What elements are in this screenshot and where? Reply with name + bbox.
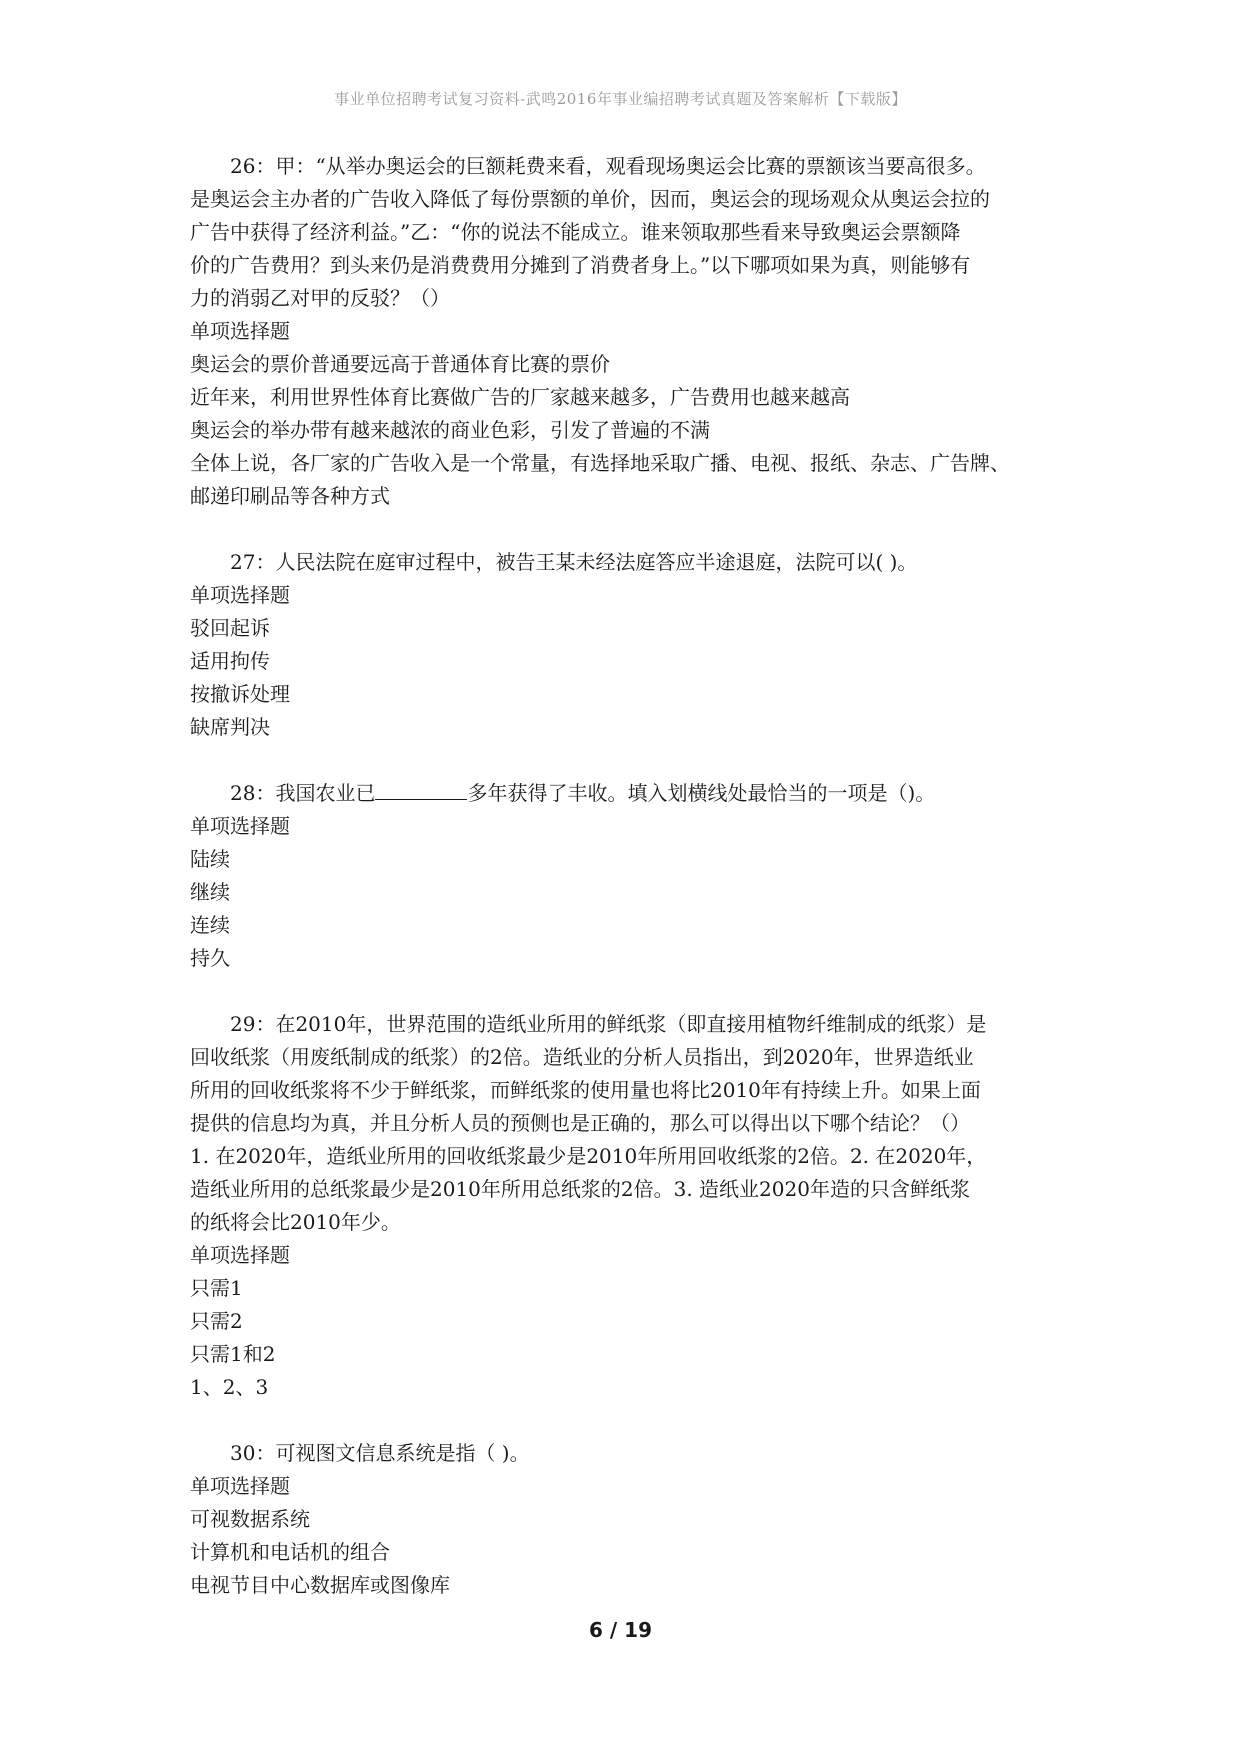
- question-stem-line: 26：甲：“从举办奥运会的巨额耗费来看，观看现场奥运会比赛的票额该当要高很多。: [230, 154, 986, 178]
- answer-option: 奥运会的票价普通要远高于普通体育比赛的票价: [190, 352, 610, 376]
- question-stem-line: 1. 在2020年，造纸业所用的回收纸浆最少是2010年所用回收纸浆的2倍。2. 在2020年，: [190, 1144, 987, 1168]
- question-type-label: 单项选择题: [190, 319, 290, 343]
- answer-option: 计算机和电话机的组合: [190, 1540, 390, 1564]
- answer-option: 驳回起诉: [190, 616, 270, 640]
- question-30: [190, 1437, 1070, 1602]
- question-type-label: 单项选择题: [190, 583, 290, 607]
- answer-option: 持久: [190, 946, 230, 970]
- answer-option: 连续: [190, 913, 230, 937]
- page-number: 6 / 19: [589, 1618, 652, 1642]
- question-stem-line: 29：在2010年，世界范围的造纸业所用的鲜纸浆（即直接用植物纤维制成的纸浆）是: [230, 1012, 987, 1036]
- answer-option: 适用拘传: [190, 649, 270, 673]
- question-stem-line: 的纸将会比2010年少。: [190, 1210, 401, 1234]
- answer-option: 缺席判决: [190, 715, 270, 739]
- answer-option: 近年来，利用世界性体育比赛做广告的厂家越来越多，广告费用也越来越高: [190, 385, 850, 409]
- answer-option: 1、2、3: [190, 1375, 269, 1399]
- question-26: [190, 150, 1070, 513]
- question-type-label: 单项选择题: [190, 814, 290, 838]
- question-type-label: 单项选择题: [190, 1474, 290, 1498]
- question-type-label: 单项选择题: [190, 1243, 290, 1267]
- question-stem-line: 力的消弱乙对甲的反驳？（）: [190, 286, 450, 310]
- question-stem-line: 27：人民法院在庭审过程中，被告王某未经法庭答应半途退庭，法院可以( )。: [230, 550, 918, 574]
- fill-in-blank-line: [375, 779, 467, 800]
- answer-option: 邮递印刷品等各种方式: [190, 484, 390, 508]
- question-stem-line: 所用的回收纸浆将不少于鲜纸浆，而鲜纸浆的使用量也将比2010年有持续上升。如果上面: [190, 1078, 981, 1102]
- question-29: [190, 1008, 1070, 1404]
- question-stem-line: [190, 777, 1070, 810]
- question-stem-line: 回收纸浆（用废纸制成的纸浆）的2倍。造纸业的分析人员指出，到2020年，世界造纸业: [190, 1045, 974, 1069]
- answer-option: 只需1和2: [190, 1342, 276, 1366]
- answer-option: 继续: [190, 880, 230, 904]
- question-stem-line: 是奥运会主办者的广告收入降低了每份票额的单价，因而，奥运会的现场观众从奥运会拉的: [190, 187, 990, 211]
- stem-text-before-blank: 28：我国农业已: [230, 781, 376, 805]
- question-stem-line: 价的广告费用？到头来仍是消费费用分摊到了消费者身上。”以下哪项如果为真，则能够有: [190, 253, 971, 277]
- question-27: [190, 546, 1070, 744]
- stem-text-after-blank: 多年获得了丰收。填入划横线处最恰当的一项是（)。: [467, 781, 936, 805]
- answer-option: 按撤诉处理: [190, 682, 290, 706]
- answer-option: 可视数据系统: [190, 1507, 310, 1531]
- question-stem-line: 提供的信息均为真，并且分析人员的预侧也是正确的，那么可以得出以下哪个结论？（）: [190, 1111, 970, 1135]
- answer-option: 只需2: [190, 1309, 243, 1333]
- question-28: [190, 777, 1070, 975]
- question-stem-line: 造纸业所用的总纸浆最少是2010年所用总纸浆的2倍。3. 造纸业2020年造的只含鲜纸浆: [190, 1177, 970, 1201]
- answer-option: 陆续: [190, 847, 230, 871]
- question-stem-line: 30：可视图文信息系统是指（ )。: [230, 1441, 530, 1465]
- answer-option: 全体上说，各厂家的广告收入是一个常量，有选择地采取广播、电视、报纸、杂志、广告牌、: [190, 451, 1010, 475]
- document-body: [190, 150, 1070, 1635]
- question-stem-line: 广告中获得了经济利益。”乙：“你的说法不能成立。谁来领取那些看来导致奥运会票额降: [190, 220, 961, 244]
- page-header: 事业单位招聘考试复习资料-武鸣2016年事业编招聘考试真题及答案解析【下载版】: [334, 90, 907, 108]
- answer-option: 只需1: [190, 1276, 243, 1300]
- answer-option: 奥运会的举办带有越来越浓的商业色彩，引发了普遍的不满: [190, 418, 710, 442]
- answer-option: 电视节目中心数据库或图像库: [190, 1573, 450, 1597]
